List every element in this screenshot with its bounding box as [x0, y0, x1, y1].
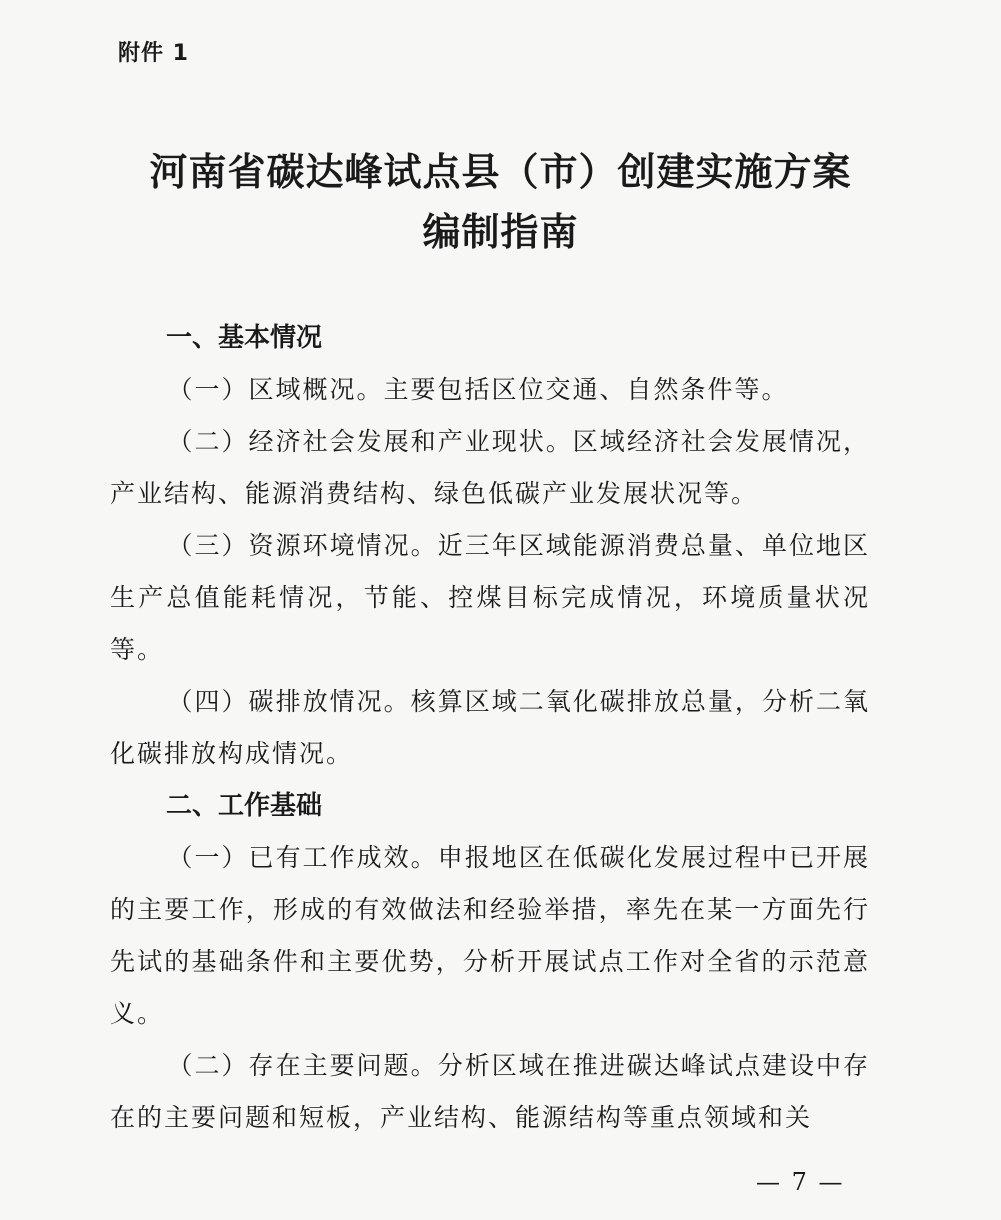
page-number: — 7 — — [756, 1168, 845, 1196]
paragraph-main-problems: （二）存在主要问题。分析区域在推进碳达峰试点建设中存在的主要问题和短板，产业结构、能源结构等重点领域和关 — [110, 1051, 870, 1132]
title-line-2: 编制指南 — [422, 210, 579, 254]
title-line-1: 河南省碳达峰试点县（市）创建实施方案 — [149, 150, 852, 194]
attachment-label: 附件 1 — [118, 41, 189, 66]
paragraph-regional-overview: （一）区域概况。主要包括区位交通、自然条件等。 — [167, 375, 789, 404]
document-title — [0, 142, 1001, 262]
paragraph-resource-environment: （三）资源环境情况。近三年区域能源消费总量、单位地区生产总值能耗情况，节能、控煤目标完成情况，环境质量状况等。 — [110, 531, 870, 664]
paragraph-existing-results: （一）已有工作成效。申报地区在低碳化发展过程中已开展的主要工作，形成的有效做法和经验举措，率先在某一方面先行先试的基础条件和主要优势，分析开展试点工作对全省的示范意义。 — [110, 843, 870, 1028]
document-body — [110, 312, 870, 1144]
section-heading-basic-situation: 一、基本情况 — [166, 323, 323, 353]
paragraph-economy-industry: （二）经济社会发展和产业现状。区域经济社会发展情况，产业结构、能源消费结构、绿色低碳产业发展状况等。 — [110, 427, 870, 508]
section-heading-work-foundation: 二、工作基础 — [166, 791, 323, 821]
paragraph-carbon-emission: （四）碳排放情况。核算区域二氧化碳排放总量，分析二氧化碳排放构成情况。 — [110, 687, 870, 768]
